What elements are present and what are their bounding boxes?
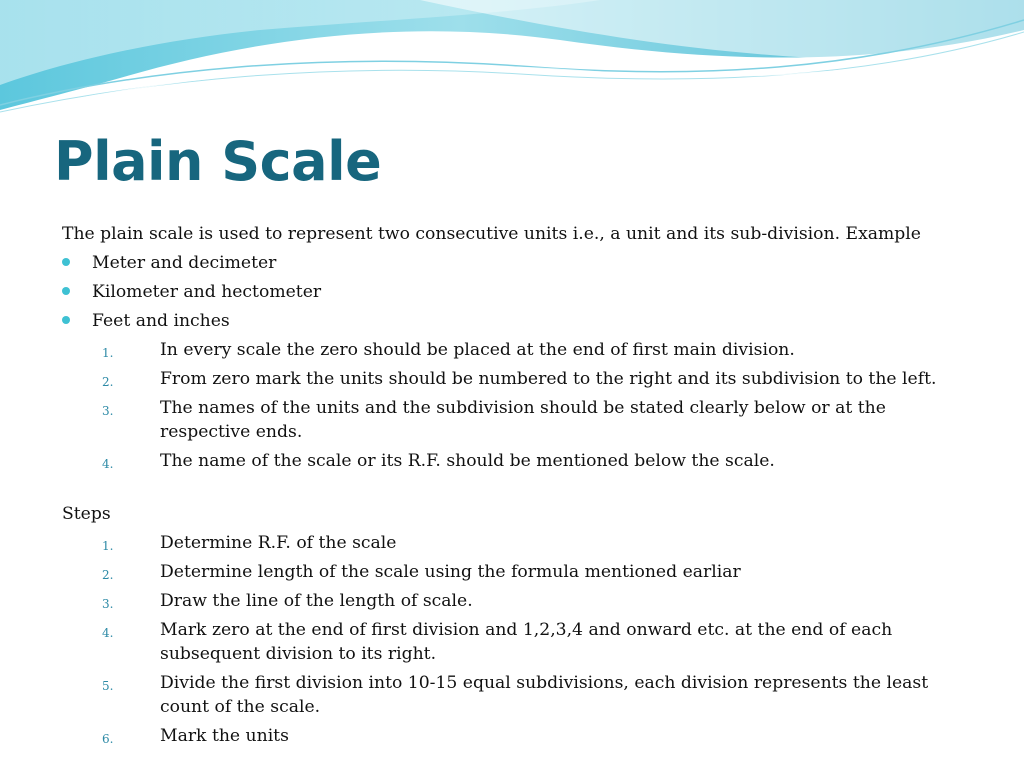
list-number: 4. <box>102 457 114 471</box>
rule-item <box>62 338 972 362</box>
bullet-item <box>62 251 972 275</box>
bullet-item <box>62 309 972 333</box>
header-wave-decoration <box>0 0 1024 130</box>
step-item <box>62 618 972 666</box>
bullet-text: Meter and decimeter <box>92 253 277 273</box>
list-number: 4. <box>102 626 114 640</box>
rule-item <box>62 367 972 391</box>
rules-list <box>62 338 972 473</box>
bullet-icon <box>62 316 70 324</box>
step-text: Determine R.F. of the scale <box>160 533 397 553</box>
step-text: Mark the units <box>160 726 289 746</box>
rule-text: The name of the scale or its R.F. should be mentioned below the scale. <box>160 451 775 471</box>
step-item <box>62 560 972 584</box>
step-item <box>62 531 972 555</box>
bullet-item <box>62 280 972 304</box>
slide-body <box>62 222 972 753</box>
step-item <box>62 724 972 748</box>
rule-text: In every scale the zero should be placed at the end of first main division. <box>160 340 795 360</box>
slide-title: Plain Scale <box>54 130 382 193</box>
step-item <box>62 589 972 613</box>
list-number: 2. <box>102 375 114 389</box>
step-item <box>62 671 972 719</box>
steps-heading: Steps <box>62 504 111 524</box>
rule-item <box>62 396 972 444</box>
step-text: Draw the line of the length of scale. <box>160 591 473 611</box>
list-number: 1. <box>102 539 114 553</box>
bullet-icon <box>62 258 70 266</box>
step-text: Mark zero at the end of first division and 1,2,3,4 and onward etc. at the end of each subsequent division to its right. <box>160 620 893 664</box>
bullet-text: Kilometer and hectometer <box>92 282 322 302</box>
list-number: 2. <box>102 568 114 582</box>
rule-text: The names of the units and the subdivision should be stated clearly below or at the respective ends. <box>160 398 886 442</box>
steps-list <box>62 531 972 748</box>
rule-item <box>62 449 972 473</box>
step-text: Divide the first division into 10-15 equal subdivisions, each division represents the least count of the scale. <box>160 673 929 717</box>
bullet-icon <box>62 287 70 295</box>
list-number: 6. <box>102 732 114 746</box>
list-number: 3. <box>102 597 114 611</box>
list-number: 5. <box>102 679 114 693</box>
example-bullet-list <box>62 251 972 333</box>
rule-text: From zero mark the units should be numbered to the right and its subdivision to the left. <box>160 369 937 389</box>
list-number: 3. <box>102 404 114 418</box>
bullet-text: Feet and inches <box>92 311 230 331</box>
intro-paragraph: The plain scale is used to represent two consecutive units i.e., a unit and its sub-division. Example <box>62 224 921 244</box>
step-text: Determine length of the scale using the formula mentioned earliar <box>160 562 741 582</box>
list-number: 1. <box>102 346 114 360</box>
